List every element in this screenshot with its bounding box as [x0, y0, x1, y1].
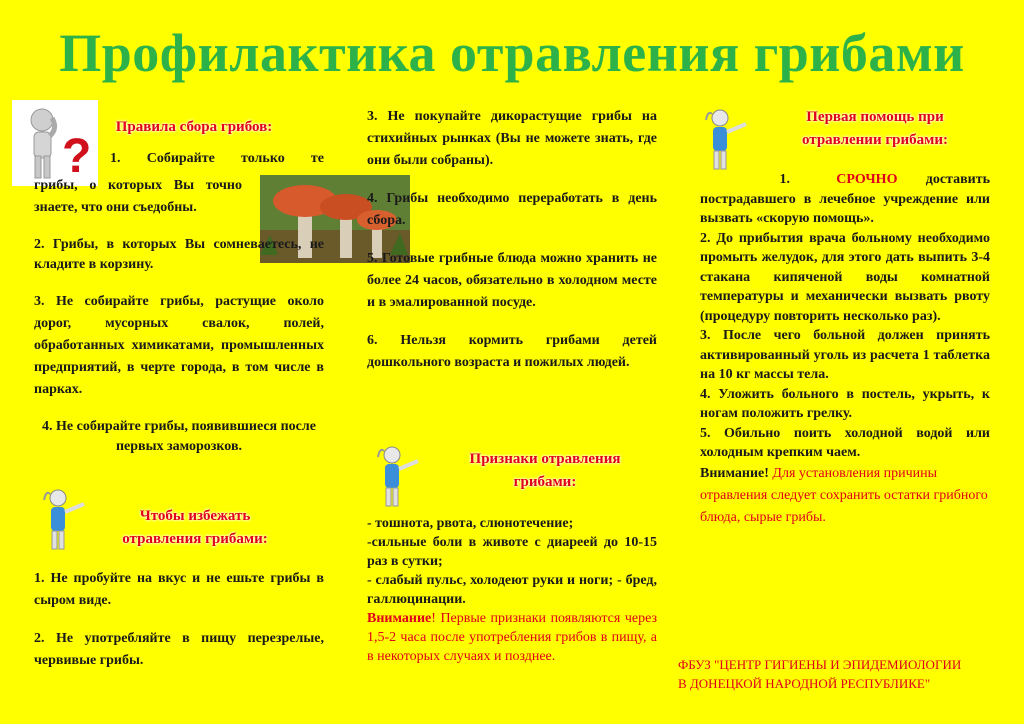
organization-line1: ФБУЗ "ЦЕНТР ГИГИЕНЫ И ЭПИДЕМИОЛОГИИ [678, 657, 962, 672]
sign-3: - слабый пульс, холодеют руки и ноги; - бред, галлюцинации. [367, 573, 657, 607]
signs-attention [367, 609, 657, 666]
first-aid-header [760, 106, 990, 152]
column-rules [34, 116, 324, 473]
signs-header-line2: грибами: [513, 474, 577, 490]
aid-2: 2. До прибытия врача больному необходимо промыть желудок, для этого дать выпить 3-4 стакана кипяченой воды комнатной температуры и механически вызвать рвоту (процедуру повторить несколько раз). [700, 230, 990, 324]
rule-2: 2. Грибы, в которых Вы сомневаетесь, не кладите в корзину. [34, 237, 324, 272]
avoid-header [90, 505, 300, 551]
signs-header-line1: Признаки отравления [469, 451, 621, 467]
first-aid-header-line1: Первая помощь при [806, 109, 944, 125]
page-title: Профилактика отравления грибами [59, 23, 965, 83]
avoid-header-line2: отравления грибами: [122, 531, 268, 547]
rules-header: Правила сбора грибов: [115, 119, 273, 135]
avoid-1: 1. Не пробуйте на вкус и не ешьте грибы в сыром виде. [34, 571, 324, 608]
rule-3: 3. Не собирайте грибы, растущие около дорог, мусорных свалок, полей, обработанных химикатами, промышленных предприятий, в черте города, в том числе в парках. [34, 294, 324, 397]
aid-1-num: 1. [779, 172, 790, 187]
rule-1-rest: грибы, о которых Вы точно знаете, что они съедобны. [34, 178, 242, 215]
aid-1-text: доставить пострадавшего в лечебное учреждение или вызвать «скорую помощь». [700, 172, 991, 226]
svg-text:?: ? [62, 130, 92, 183]
sign-2: -сильные боли в животе с диареей до 10-15 раз в сутки; [367, 535, 657, 569]
column-rules-continued [367, 106, 657, 390]
aid-5: 5. Обильно поить холодной водой или холодным крепким чаем. [700, 425, 990, 460]
signs-header [430, 448, 660, 494]
aid-3: 3. После чего больной должен принять активированный уголь из расчета 1 таблетка на 10 кг массы тела. [700, 328, 990, 382]
sign-1: - тошнота, рвота, слюнотечение; [367, 516, 574, 531]
signs-attention-text: ! Первые признаки появляются через 1,5-2 часа после употребления грибов в пищу, а в некоторых случаях и позднее. [367, 611, 657, 664]
rule-5: 5. Готовые грибные блюда можно хранить не более 24 часов, обязательно в холодном месте и в эмалированной посуде. [367, 251, 657, 310]
aid-attention [700, 463, 990, 529]
rule-1-start: 1. Собирайте только те [110, 151, 324, 166]
first-aid-header-line2: отравлении грибами: [801, 132, 948, 148]
rule-6: 6. Нельзя кормить грибами детей дошкольного возраста и пожилых людей. [367, 333, 657, 370]
avoid-header-line1: Чтобы избежать [139, 508, 251, 524]
signs-attention-label: Внимание [367, 611, 432, 626]
aid-1-urgent: СРОЧНО [836, 172, 898, 187]
pointing-figure-icon [38, 488, 90, 554]
column-signs [367, 514, 657, 666]
avoid-2: 2. Не употребляйте в пищу перезрелые, червивые грибы. [34, 631, 324, 668]
organization-line2: В ДОНЕЦКОЙ НАРОДНОЙ РЕСПУБЛИКЕ" [678, 676, 931, 691]
aid-4: 4. Уложить больного в постель, укрыть, к ногам положить грелку. [700, 386, 990, 421]
aid-attention-label: Внимание! [700, 465, 769, 481]
organization-footer [678, 655, 1018, 693]
rule-3b: 3. Не покупайте дикорастущие грибы на стихийных рынках (Вы не можете знать, где они были собраны). [367, 109, 657, 168]
rule-4b: 4. Грибы необходимо переработать в день сбора. [367, 191, 657, 228]
aid-1 [700, 170, 990, 229]
aid-attention-text: Для установления причины отравления следует сохранить остатки грибного блюда, сырые грибы. [700, 465, 988, 525]
pointing-figure-icon-3 [700, 108, 752, 174]
column-avoid [34, 568, 324, 688]
pointing-figure-icon-2 [372, 445, 424, 511]
rule-4: 4. Не собирайте грибы, появившиеся после первых заморозков. [42, 419, 316, 454]
column-first-aid [700, 170, 990, 529]
